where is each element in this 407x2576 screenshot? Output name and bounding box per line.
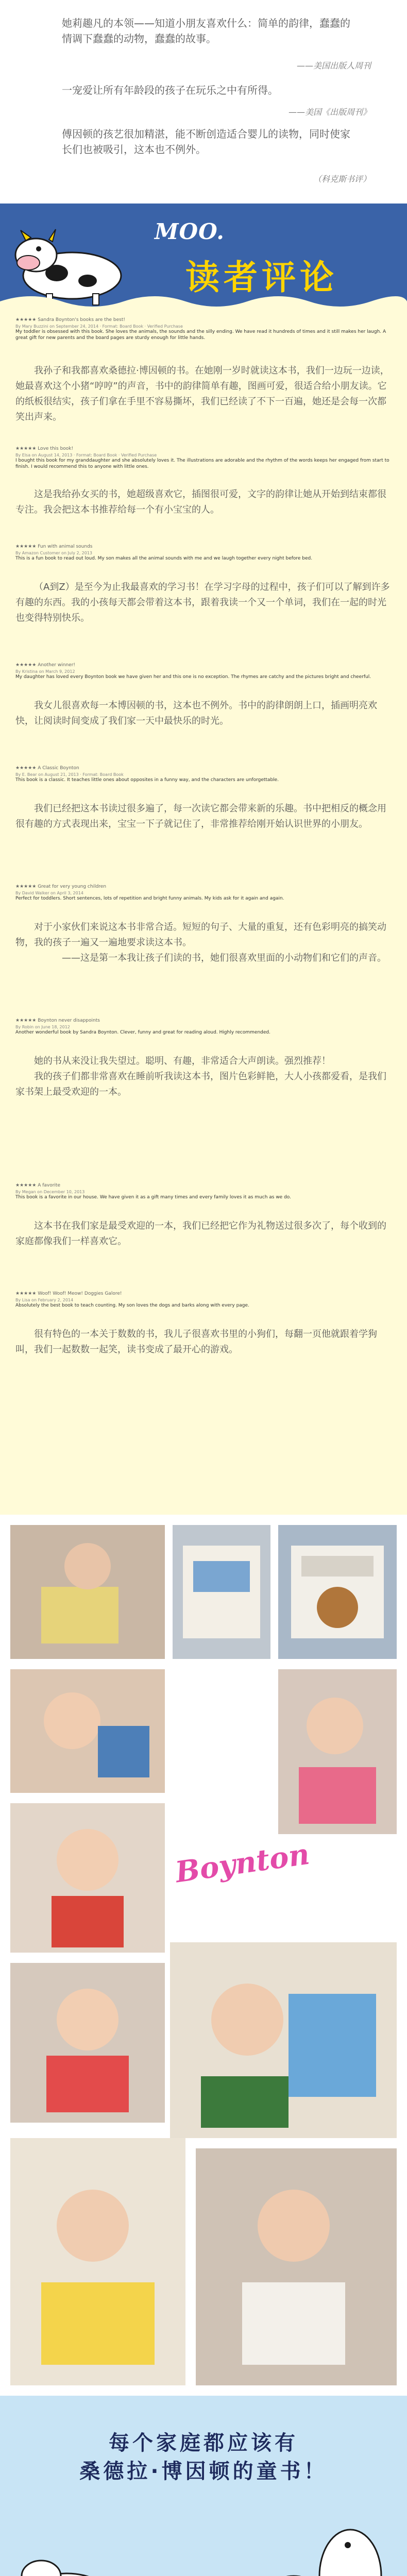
review-item [15, 1018, 392, 1036]
photo-book-cover-berserk [278, 1525, 397, 1659]
photo-book-pages [173, 1525, 270, 1659]
review-meta: By Lisa on February 2, 2014 [15, 1298, 74, 1302]
review-chinese-text: 很有特色的一本关于数数的书，我儿子很喜欢书里的小狗们，每翻一页他就跟着学狗叫，我们一起数数一起笑，读书变成了最开心的游戏。 [15, 1329, 377, 1355]
review-chinese-text: 她的书从来没让我失望过。聪明、有趣，非常适合大声朗读。强烈推荐！ [34, 1056, 331, 1066]
photo-baby-lying [10, 2138, 185, 2385]
intro-quote-line-1: 她莉趣凡的本领——知道小朋友喜欢什么：简单的韵律，蠢蠢的 [62, 17, 350, 29]
review-chinese-text: 我的孩子们都非常喜欢在睡前听我读这本书，图片色彩鲜艳，大人小孩都爱看，是我们家书架上最受欢迎的一本。 [15, 1071, 386, 1097]
photo-gallery [0, 1515, 407, 2396]
review-title: ★★★★★ Fun with animal sounds [15, 544, 93, 549]
review-english-text: This is a fun book to read out loud. My son makes all the animal sounds with me and we laugh together every night before bed. [15, 556, 313, 561]
closing-title-line-2: 桑德拉·博因顿的童书！ [79, 2460, 328, 2483]
intro-attribution-1: ——美国出版人周刊 [296, 61, 371, 71]
review-translation [15, 801, 392, 832]
review-chinese-text: 我孙子和我都喜欢桑德拉·博因顿的书。在她刚一岁时就读这本书，我们一边玩一边读，她最喜欢这个小猪“哼哼”的声音，书中的韵律简单有趣，图画可爱，很适合给小朋友读。它的纸板很结实，孩子们拿在手里不容易撕坏，我们已经读了不下一百遍，她还是会每一次都笑出声来。 [15, 365, 389, 422]
review-meta: By Mary Buzzini on September 24, 2014 · Format: Board Book · Verified Purchase [15, 324, 183, 329]
review-meta: By Amazon Customer on July 2, 2013 [15, 551, 93, 555]
review-english-text: My daughter has loved every Boynton book we have given her and this one is no exception. The rhymes are catchy and the pictures bright and cheerful. [15, 674, 371, 680]
review-english-text: Absolutely the best book to teach counting. My son loves the dogs and barks along with every page. [15, 1303, 249, 1308]
review-chinese-text: 对于小家伙们来说这本书非常合适。短短的句子、大量的重复，还有色彩明亮的搞笑动物，我的孩子一遍又一遍地要求读这本书。 [15, 922, 386, 948]
review-translation [15, 1327, 392, 1358]
closing-title-line-1: 每个家庭都应该有 [109, 2431, 298, 2455]
review-chinese-text: ——这是第一本我让孩子们读的书，她们很喜欢里面的小动物们和它们的声音。 [62, 953, 386, 963]
wave-divider [0, 291, 407, 312]
boynton-script-title: Boynton [173, 1837, 312, 1890]
review-chinese-text: （A到Z）是至今为止我最喜欢的学习书！在学习字母的过程中，孩子们可以了解到许多有趣的东西。我的小孩每天都会带着这本书，跟着我读一个又一个单词，我们在一起的时光也变得特别快乐。 [15, 582, 390, 623]
photo-child-and-books [170, 1942, 397, 2138]
review-chinese-text: 这是我给孙女买的书，她超级喜欢它，插图很可爱，文字的韵律让她从开始到结束都很专注。我会把这本书推荐给每一个有小宝宝的人。 [15, 489, 386, 515]
review-translation [15, 1054, 392, 1100]
intro-attribution-3: （科克斯书评） [313, 174, 371, 184]
review-item [15, 1182, 392, 1200]
photo-baby-with-book [10, 1669, 165, 1793]
review-item [15, 884, 392, 902]
review-chinese-text: 我女儿很喜欢每一本博因顿的书，这本也不例外。书中的韵律朗朗上口，插画明亮欢快，让阅读时间变成了我们家一天中最快乐的时光。 [15, 700, 377, 726]
closing-section [0, 2396, 407, 2576]
review-english-text: This book is a classic. It teaches little ones about opposites in a funny way, and the characters are unforgettable. [15, 777, 279, 783]
review-item [15, 1291, 392, 1309]
photo-girl-reading [278, 1669, 397, 1834]
review-english-text: My toddler is obsessed with this book. She loves the animals, the sounds and the silly ending. We have read it hundreds of times and it still makes her laugh. A great gift for new parents and the board pages are sturdy enough for little hands. [15, 329, 386, 341]
moo-text: MOO. [155, 219, 225, 244]
review-title: ★★★★★ Woof! Woof! Meow! Doggies Galore! [15, 1291, 122, 1296]
review-translation [15, 698, 392, 729]
intro-attribution-2: ——美国《出版周刊》 [288, 107, 371, 117]
review-item [15, 446, 392, 470]
banner-title: 读者评论 [185, 258, 338, 297]
reader-reviews-banner [0, 204, 407, 312]
review-chinese-text: 我们已经把这本书读过很多遍了，每一次读它都会带来新的乐趣。书中把相反的概念用很有趣的方式表现出来，宝宝一下子就记住了，非常推荐给刚开始认识世界的小朋友。 [15, 803, 386, 829]
review-meta: By E. Bear on August 21, 2013 · Format: Board Book [15, 772, 124, 777]
photo-toddler-sitting [10, 1963, 165, 2123]
review-meta: By Robin on June 18, 2012 [15, 1025, 70, 1029]
intro-quote-line-4: 傅因顿的孩艺很加精湛，能不断创造适合婴儿的读物，同时使家 [62, 128, 350, 140]
review-translation [15, 580, 392, 626]
review-meta: By Elsa on August 14, 2013 · Format: Board Book · Verified Purchase [15, 453, 157, 457]
review-title: ★★★★★ Great for very young children [15, 884, 107, 889]
review-item [15, 662, 392, 680]
review-title: ★★★★★ Sandra Boynton's books are the best! [15, 317, 126, 323]
review-item [15, 765, 392, 783]
review-chinese-text: 这本书在我们家是最受欢迎的一本，我们已经把它作为礼物送过很多次了，每个收到的家庭都像我们一样喜欢它。 [15, 1221, 386, 1247]
review-item [15, 317, 392, 341]
review-meta: By Kristina on March 9, 2012 [15, 669, 75, 674]
reviews-section [0, 312, 407, 1515]
review-item [15, 544, 392, 562]
photo-baby-pointing [10, 1803, 165, 1953]
review-title: ★★★★★ Another winner! [15, 663, 76, 668]
review-meta: By Megan on December 10, 2013 [15, 1190, 85, 1194]
review-title: ★★★★★ Love this book! [15, 446, 74, 451]
review-translation [15, 920, 392, 966]
review-translation [15, 487, 392, 518]
review-english-text: Perfect for toddlers. Short sentences, lots of repetition and bright funny animals. My kids ask for it again and again. [15, 896, 284, 901]
animal-group-illustration-icon [10, 2499, 397, 2576]
review-english-text: This book is a favorite in our house. We have given it as a gift many times and every family loves it as much as we do. [15, 1195, 291, 1200]
review-english-text: I bought this book for my granddaughter and she absolutely loves it. The illustrations are adorable and the rhythm of the words keeps her engaged from start to finish. I would recommend this to anyone with little ones. [15, 458, 389, 469]
review-translation [15, 363, 392, 425]
review-translation [15, 1218, 392, 1249]
review-title: ★★★★★ Boynton never disappoints [15, 1018, 100, 1023]
review-title: ★★★★★ A Classic Boynton [15, 766, 79, 771]
photo-mother-and-baby [196, 2148, 397, 2385]
photo-child-reading [10, 1525, 165, 1659]
intro-quote-line-2: 情调下蠢蠢的动物，蠢蠢的故事。 [62, 32, 216, 45]
review-english-text: Another wonderful book by Sandra Boynton. Clever, funny and great for reading aloud. Highly recommended. [15, 1030, 270, 1035]
intro-quote-line-3: 一宠爱让所有年龄段的孩子在玩乐之中有所得。 [62, 84, 278, 96]
intro-section [0, 0, 407, 201]
intro-quote-line-5: 长们也被吸引，这本也不例外。 [62, 143, 206, 156]
review-title: ★★★★★ A favorite [15, 1183, 61, 1188]
review-meta: By David Walker on April 3, 2014 [15, 891, 83, 895]
